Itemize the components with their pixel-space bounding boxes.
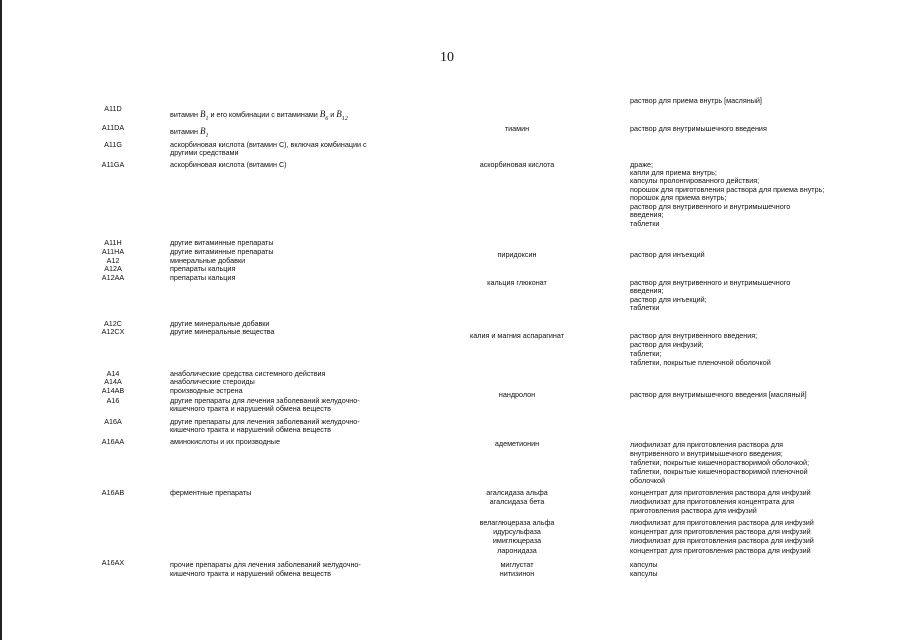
active-substance: миглустат: [500, 560, 534, 569]
atc-code: A14: [106, 369, 120, 378]
atc-name: препараты кальция: [170, 264, 236, 273]
atc-name: другие минеральные вещества: [170, 327, 275, 336]
dosage-form: лиофилизат для приготовления раствора для инфузий: [630, 536, 814, 545]
atc-name: другие витаминные препараты: [170, 247, 274, 256]
active-substance: нандролон: [498, 390, 536, 399]
active-substance: калия и магния аспарагинат: [469, 331, 565, 340]
active-substance: имиглюцераза: [492, 536, 542, 545]
dosage-form: приготовления раствора для инфузий: [630, 506, 757, 515]
dosage-form: лиофилизат для приготовления концентрата для: [630, 497, 794, 506]
atc-code: A12A: [104, 264, 122, 273]
dosage-form: капсулы пролонгированного действия;: [630, 176, 760, 185]
atc-code: A12: [106, 256, 120, 265]
atc-name: минеральные добавки: [170, 256, 246, 265]
atc-name: другие витаминные препараты: [170, 238, 274, 247]
atc-name: аминокислоты и их производные: [170, 437, 280, 446]
active-substance: нитизинон: [499, 569, 535, 578]
dosage-form: введения;: [630, 286, 664, 295]
dosage-form: таблетки, покрытые кишечнорастворимой пленочной: [630, 467, 808, 476]
atc-name: другие препараты для лечения заболеваний желудочно-: [170, 417, 360, 426]
active-substance: идурсульфаза: [493, 527, 541, 536]
dosage-form: оболочкой: [630, 476, 666, 485]
active-substance: агалсидаза бета: [489, 497, 545, 506]
dosage-form: драже;: [630, 160, 653, 169]
atc-code: A16AB: [101, 488, 125, 497]
atc-code: A11GA: [101, 160, 125, 169]
dosage-form: концентрат для приготовления раствора для инфузий: [630, 527, 811, 536]
dosage-form: раствор для инъекций: [630, 250, 705, 259]
atc-code: A11D: [104, 104, 122, 113]
atc-name: препараты кальция: [170, 273, 236, 282]
atc-code: A16: [106, 396, 120, 405]
dosage-form: лиофилизат для приготовления раствора для: [630, 440, 784, 449]
dosage-form: таблетки;: [630, 349, 662, 358]
atc-name: кишечного тракта и нарушений обмена веществ: [170, 569, 331, 578]
atc-code: A11H: [104, 238, 122, 247]
atc-code: A16A: [104, 417, 122, 426]
atc-name: производные эстрена: [170, 386, 243, 395]
page-number: 10: [440, 50, 454, 65]
dosage-form: порошок для приготовления раствора для приема внутрь;: [630, 185, 825, 194]
dosage-form: раствор для инъекций;: [630, 295, 707, 304]
atc-code: A11HA: [101, 247, 125, 256]
dosage-form: концентрат для приготовления раствора для инфузий: [630, 488, 811, 497]
atc-code: A14AB: [101, 386, 125, 395]
atc-name: витамин $B_1$: [170, 126, 209, 139]
atc-code: A11DA: [101, 123, 125, 132]
atc-code: A14A: [104, 377, 122, 386]
dosage-form: таблетки, покрытые кишечнорастворимой оболочкой;: [630, 458, 810, 467]
atc-name: анаболические средства системного действия: [170, 369, 326, 378]
atc-code: A12AA: [101, 273, 125, 282]
atc-name: витамин $B_1$ и его комбинации с витаминами $B_6$ и $B_{12}$: [170, 109, 348, 122]
active-substance: аскорбиновая кислота: [479, 160, 555, 169]
atc-code: A12C: [104, 319, 122, 328]
dosage-form: лиофилизат для приготовления раствора для инфузий: [630, 518, 814, 527]
dosage-form: капсулы: [630, 560, 658, 569]
atc-code: A12CX: [101, 327, 125, 336]
atc-code: A16AX: [101, 558, 125, 567]
active-substance: велаглюцераза альфа: [479, 518, 555, 527]
atc-name: аскорбиновая кислота (витамин С): [170, 160, 287, 169]
atc-code: A11G: [104, 140, 122, 149]
dosage-form: порошок для приема внутрь;: [630, 193, 727, 202]
atc-name: другие препараты для лечения заболеваний желудочно-: [170, 396, 360, 405]
dosage-form: таблетки: [630, 219, 660, 228]
dosage-form: введения;: [630, 210, 664, 219]
dosage-form: таблетки: [630, 303, 660, 312]
dosage-form: таблетки, покрытые пленочной оболочкой: [630, 358, 771, 367]
dosage-form: раствор для внутримышечного введения [масляный]: [630, 390, 807, 399]
atc-name: аскорбиновая кислота (витамин С), включая комбинации с: [170, 140, 367, 149]
atc-name: кишечного тракта и нарушений обмена веществ: [170, 425, 331, 434]
active-substance: кальция глюконат: [487, 278, 547, 287]
dosage-form: капсулы: [630, 569, 658, 578]
atc-name: кишечного тракта и нарушений обмена веществ: [170, 404, 331, 413]
atc-name: другие минеральные добавки: [170, 319, 270, 328]
active-substance: адеметионин: [494, 439, 540, 448]
dosage-form: раствор для внутривенного и внутримышечного: [630, 278, 791, 287]
page-left-edge: [0, 0, 2, 640]
atc-name: другими средствами: [170, 148, 239, 157]
atc-code: A16AA: [101, 437, 125, 446]
active-substance: пиридоксин: [497, 250, 537, 259]
dosage-form: раствор для внутримышечного введения: [630, 124, 767, 133]
dosage-form: концентрат для приготовления раствора для инфузий: [630, 546, 811, 555]
active-substance: тиамин: [504, 124, 530, 133]
active-substance: агалсидаза альфа: [486, 488, 548, 497]
dosage-form: раствор для внутривенного и внутримышечного: [630, 202, 791, 211]
dosage-form: раствор для внутривенного введения;: [630, 331, 758, 340]
active-substance: ларонидаза: [497, 546, 537, 555]
dosage-form: раствор для приема внутрь [масляный]: [630, 96, 762, 105]
dosage-form: капли для приема внутрь;: [630, 168, 717, 177]
dosage-form: внутривенного и внутримышечного введения;: [630, 449, 783, 458]
atc-name: анаболические стероиды: [170, 377, 255, 386]
dosage-form: раствор для инфузий;: [630, 340, 704, 349]
atc-name: прочие препараты для лечения заболеваний желудочно-: [170, 560, 361, 569]
atc-name: ферментные препараты: [170, 488, 252, 497]
